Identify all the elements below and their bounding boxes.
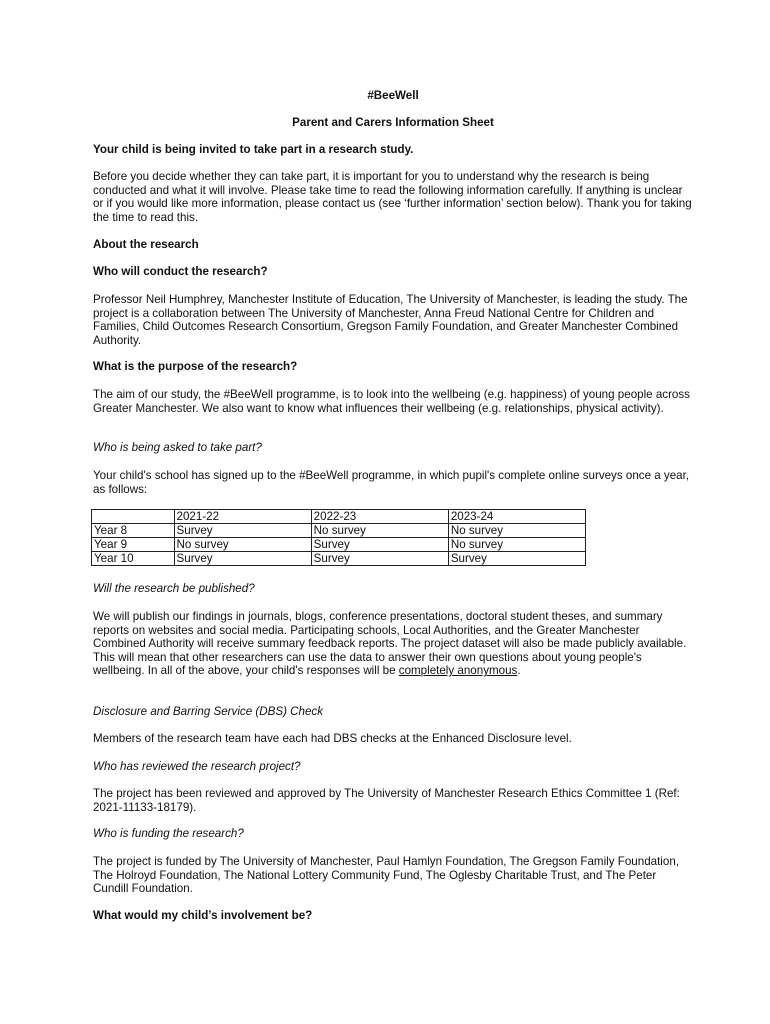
table-cell: No survey bbox=[448, 538, 585, 552]
published-heading: Will the research be published? bbox=[93, 582, 255, 595]
dbs-heading: Disclosure and Barring Service (DBS) Check bbox=[93, 705, 324, 718]
table-cell: Survey bbox=[311, 552, 448, 566]
about-heading: About the research bbox=[93, 238, 199, 251]
table-cell: Survey bbox=[448, 552, 585, 566]
doc-subtitle: Parent and Carers Information Sheet bbox=[292, 116, 494, 129]
table-cell: Year 9 bbox=[92, 538, 175, 552]
purpose-heading: What is the purpose of the research? bbox=[93, 360, 298, 373]
reviewed-heading: Who has reviewed the research project? bbox=[93, 760, 301, 773]
who-asked-paragraph: Your child's school has signed up to the #BeeWell programme, in which pupil's complete online surveys once a year, as follows: bbox=[93, 469, 690, 496]
survey-schedule-table bbox=[91, 509, 586, 566]
who-asked-heading: Who is being asked to take part? bbox=[93, 441, 262, 454]
table-row bbox=[92, 524, 586, 538]
table-cell: Survey bbox=[174, 552, 311, 566]
table-cell: Year 8 bbox=[92, 524, 175, 538]
intro-paragraph: Before you decide whether they can take part, it is important for you to understand why the research is being conducted and what it will involve. Please take time to read the following information carefully. If anything is unclear or if you would like more information, please contact us (see ‘further information’ section below). Thank you for taking the time to read this. bbox=[93, 170, 692, 224]
table-cell: No survey bbox=[448, 524, 585, 538]
doc-title: #BeeWell bbox=[367, 89, 419, 102]
published-end: . bbox=[517, 664, 521, 678]
table-cell: No survey bbox=[174, 538, 311, 552]
reviewed-paragraph: The project has been reviewed and approved by The University of Manchester Research Ethics Committee 1 (Ref: 2021-11133-18179). bbox=[93, 787, 680, 814]
dbs-paragraph: Members of the research team have each had DBS checks at the Enhanced Disclosure level. bbox=[93, 732, 572, 745]
funding-heading: Who is funding the research? bbox=[93, 827, 244, 840]
who-conduct-heading: Who will conduct the research? bbox=[93, 265, 268, 278]
published-anonymous: completely anonymous bbox=[398, 664, 518, 678]
table-cell: No survey bbox=[311, 524, 448, 538]
who-conduct-paragraph: Professor Neil Humphrey, Manchester Institute of Education, The University of Manchester, is leading the study. The project is a collaboration between The University of Manchester, Anna Freud National Centre for Children and Families, Child Outcomes Research Consortium, Gregson Family Foundation, and Greater Manchester Combined Authority. bbox=[93, 293, 688, 347]
table-cell: Survey bbox=[174, 524, 311, 538]
table-cell: 2021-22 bbox=[174, 510, 311, 524]
table-cell: Survey bbox=[311, 538, 448, 552]
funding-paragraph: The project is funded by The University of Manchester, Paul Hamlyn Foundation, The Gregson Family Foundation, The Holroyd Foundation, The National Lottery Community Fund, The Oglesby Charitable Trust, and The Peter Cundill Foundation. bbox=[93, 855, 679, 896]
involvement-heading: What would my child’s involvement be? bbox=[93, 909, 313, 922]
table-cell: 2023-24 bbox=[448, 510, 585, 524]
invite-heading: Your child is being invited to take part in a research study. bbox=[93, 143, 414, 156]
published-paragraph bbox=[93, 610, 693, 678]
published-text: We will publish our findings in journals, blogs, conference presentations, doctoral student theses, and summary reports on websites and social media. Participating schools, Local Authorities, and the Greater Manchester Combined Authority will receive summary feedback reports. The project dataset will also be made publicly available. This will mean that other researchers can use the data to answer their own questions about young people's wellbeing. In all of the above, your child's responses will be bbox=[93, 610, 687, 678]
table-row bbox=[92, 538, 586, 552]
purpose-paragraph: The aim of our study, the #BeeWell programme, is to look into the wellbeing (e.g. happiness) of young people across Greater Manchester. We also want to know what influences their wellbeing (e.g. relationships, physical activity). bbox=[93, 388, 690, 415]
table-cell: 2022-23 bbox=[311, 510, 448, 524]
table-row bbox=[92, 552, 586, 566]
table-header-row bbox=[92, 510, 586, 524]
table-cell bbox=[92, 510, 175, 524]
table-cell: Year 10 bbox=[92, 552, 175, 566]
